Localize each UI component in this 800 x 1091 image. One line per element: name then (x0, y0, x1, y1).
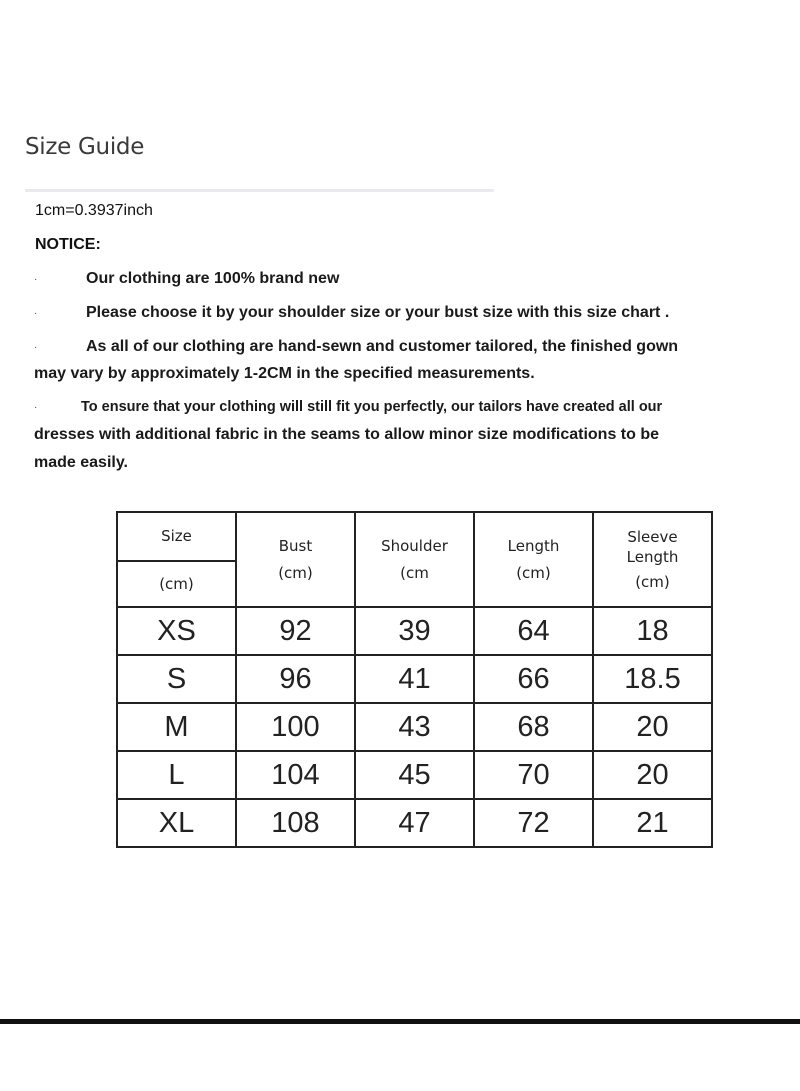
notice-item-fit-line3: made easily. (34, 454, 128, 471)
notice-item-hand-sewn-line1: As all of our clothing are hand-sewn and customer tailored, the finished gown (86, 338, 679, 355)
header-length-unit: (cm) (516, 563, 551, 582)
table-row (117, 751, 712, 799)
bullet-dot: · (34, 274, 38, 285)
cell-size: L (117, 751, 236, 799)
cell-length: 70 (474, 751, 593, 799)
header-sleeve-unit: (cm) (635, 573, 670, 592)
cell-bust: 108 (236, 799, 355, 847)
cell-length: 68 (474, 703, 593, 751)
header-size-unit-label: (cm) (159, 574, 194, 593)
cell-sleeve-length: 18.5 (593, 655, 712, 703)
header-shoulder-unit: (cm (400, 563, 429, 582)
cell-length: 72 (474, 799, 593, 847)
header-sleeve-length (593, 512, 712, 607)
bullet-dot: · (34, 308, 38, 319)
cell-shoulder: 39 (355, 607, 474, 655)
cell-shoulder: 43 (355, 703, 474, 751)
cell-size: XL (117, 799, 236, 847)
cell-length: 64 (474, 607, 593, 655)
cell-size: XS (117, 607, 236, 655)
bottom-divider (0, 1019, 800, 1024)
table-row (117, 703, 712, 751)
header-length (474, 512, 593, 607)
header-shoulder-label: Shoulder (381, 537, 448, 556)
notice-item-hand-sewn-line2: may vary by approximately 1-2CM in the specified measurements. (34, 365, 535, 382)
cell-sleeve-length: 21 (593, 799, 712, 847)
size-chart-table (116, 511, 713, 848)
table-row (117, 607, 712, 655)
cell-sleeve-length: 20 (593, 703, 712, 751)
header-length-label: Length (507, 537, 560, 556)
table-header-row (117, 512, 712, 561)
notice-item-fit-line1: To ensure that your clothing will still fit you perfectly, our tailors have created all our (81, 399, 663, 415)
cell-shoulder: 45 (355, 751, 474, 799)
header-sleeve-label-line2: Length (626, 547, 679, 566)
notice-item-brand-new: Our clothing are 100% brand new (86, 270, 340, 287)
cell-bust: 92 (236, 607, 355, 655)
cell-size: M (117, 703, 236, 751)
cell-size: S (117, 655, 236, 703)
header-sleeve-label-line1: Sleeve (627, 527, 678, 546)
cell-sleeve-length: 18 (593, 607, 712, 655)
notice-heading: NOTICE: (35, 236, 101, 253)
cell-shoulder: 47 (355, 799, 474, 847)
header-size (117, 512, 236, 561)
page-title: Size Guide (25, 134, 145, 160)
bullet-dot: · (34, 402, 38, 413)
cell-sleeve-length: 20 (593, 751, 712, 799)
cell-length: 66 (474, 655, 593, 703)
table-row (117, 655, 712, 703)
title-divider (25, 189, 494, 192)
unit-conversion: 1cm=0.3937inch (35, 202, 153, 219)
cell-shoulder: 41 (355, 655, 474, 703)
table-row (117, 799, 712, 847)
notice-item-fit-line2: dresses with additional fabric in the seams to allow minor size modifications to be (34, 426, 660, 443)
cell-bust: 104 (236, 751, 355, 799)
header-size-unit (117, 561, 236, 607)
header-shoulder (355, 512, 474, 607)
header-bust-label: Bust (278, 537, 313, 556)
cell-bust: 100 (236, 703, 355, 751)
bullet-dot: · (34, 342, 38, 353)
header-bust-unit: (cm) (278, 563, 313, 582)
header-bust (236, 512, 355, 607)
cell-bust: 96 (236, 655, 355, 703)
header-size-label: Size (161, 527, 192, 546)
notice-item-choose-size: Please choose it by your shoulder size or your bust size with this size chart . (86, 304, 670, 321)
